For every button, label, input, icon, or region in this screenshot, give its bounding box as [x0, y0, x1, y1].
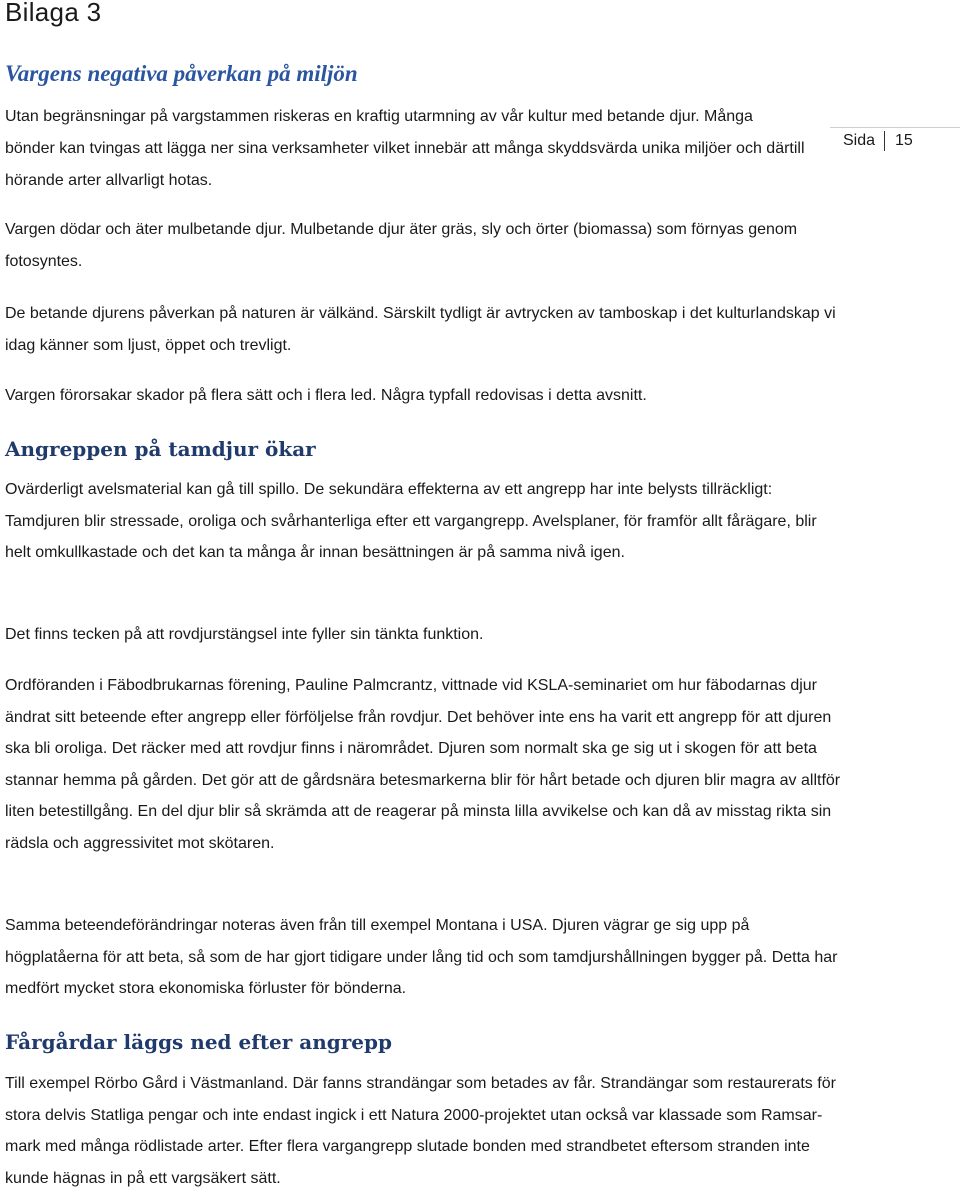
- page-number: 15: [895, 132, 913, 149]
- section-heading-environment: Vargens negativa påverkan på miljön: [5, 61, 358, 86]
- paragraph-predation: Vargen dödar och äter mulbetande djur. Mulbetande djur äter gräs, sly och örter (biomassa) som förnyas genom fotosyntes.: [5, 221, 798, 270]
- paragraph-fence-function: Det finns tecken på att rovdjurstängsel inte fyller sin tänkta funktion.: [5, 626, 484, 643]
- section-heading-attacks: Angreppen på tamdjur ökar: [5, 437, 316, 461]
- section-heading-sheep-farms: Fårgårdar läggs ned efter angrepp: [5, 1030, 392, 1054]
- paragraph-breeding-loss: Ovärderligt avelsmaterial kan gå till spillo. De sekundära effekterna av ett angrepp har inte belysts tillräckligt: Tamdjuren blir stressade, oroliga och svårhanterliga efter ett vargangrepp. Avelsplaner, för framför allt fårägare, blir helt omkullkastade och det kan ta många år innan besättningen är på samma nivå igen.: [5, 481, 817, 561]
- paragraph-montana: Samma beteendeförändringar noteras även från till exempel Montana i USA. Djuren vägrar ge sig upp på högplatåerna för att beta, så som de har gjort tidigare under lång tid och som tamdjurshållningen bygger på. Detta har medfört mycket stora ekonomiska förluster för bönderna.: [5, 917, 838, 997]
- paragraph-fabod-behaviour: Ordföranden i Fäbodbrukarnas förening, Pauline Palmcrantz, vittnade vid KSLA-seminariet om hur fäbodarnas djur ändrat sitt beteende efter angrepp eller förföljelse från rovdjur. Det behöver inte ens ha varit ett angrepp för att djuren ska bli oroliga. Det räcker med att rovdjur finns i närområdet. Djuren som normalt ska ge sig ut i skogen för att beta stannar hemma på gården. Det gör att de gårdsnära betesmarkerna blir för hårt betade och djuren blir magra av alltför liten betestillgång. En del djur blir så skrämda att de reagerar på minsta lilla avvikelse och kan då av misstag rikta sin rädsla och aggressivitet mot skötaren.: [5, 677, 841, 852]
- document-title: Bilaga 3: [5, 0, 102, 27]
- paragraph-rorbo: Till exempel Rörbo Gård i Västmanland. Där fanns strandängar som betades av får. Strandängar som restaurerats för stora delvis Statliga pengar och inte endast ingick i ett Natura 2000-projektet utan också var klassade som Ramsar-mark med många rödlistade arter. Efter flera vargangrepp slutade bonden med strandbetet eftersom stranden inte kunde hägnas in på ett vargsäkert sätt.: [5, 1075, 836, 1187]
- page-number-marker: [843, 131, 913, 151]
- header-rule: [830, 127, 960, 128]
- paragraph-damage-overview: Vargen förorsakar skador på flera sätt och i flera led. Några typfall redovisas i detta avsnitt.: [5, 387, 647, 404]
- page-number-divider: [884, 131, 885, 151]
- intro-paragraph: Utan begränsningar på vargstammen riskeras en kraftig utarmning av vår kultur med betande djur. Många bönder kan tvingas att lägga ner sina verksamheter vilket innebär att många skyddsvärda unika miljöer och därtill hörande arter allvarligt hotas.: [5, 108, 805, 189]
- page-label: Sida: [843, 132, 876, 149]
- paragraph-grazing-impact: De betande djurens påverkan på naturen är välkänd. Särskilt tydligt är avtrycken av tamboskap i det kulturlandskap vi idag känner som ljust, öppet och trevligt.: [5, 305, 836, 354]
